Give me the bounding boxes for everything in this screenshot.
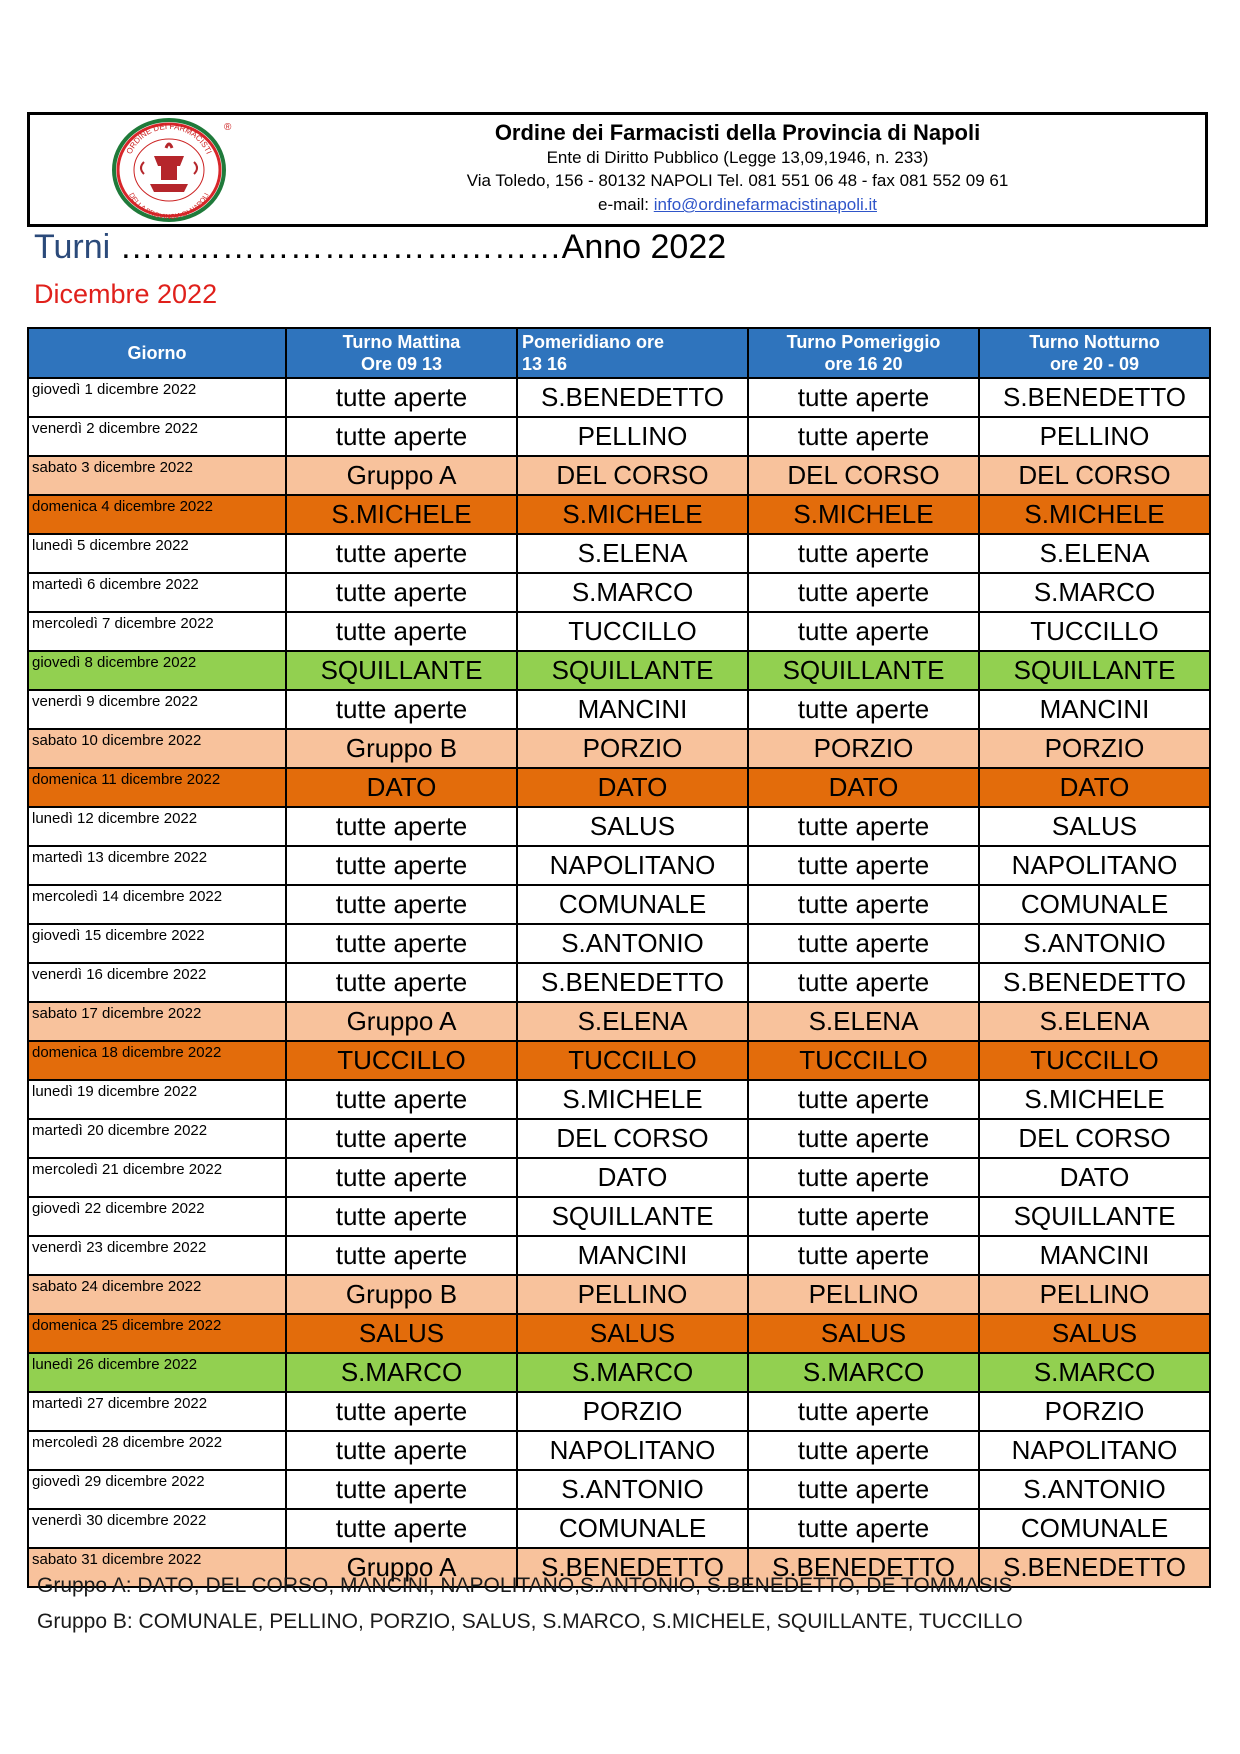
morning-shift-cell: tutte aperte: [286, 690, 517, 729]
day-cell: domenica 18 dicembre 2022: [28, 1041, 286, 1080]
morning-shift-cell: tutte aperte: [286, 963, 517, 1002]
afternoon-shift-cell: MANCINI: [517, 690, 748, 729]
afternoon-shift-cell: SQUILLANTE: [517, 1197, 748, 1236]
table-row: [28, 690, 1210, 729]
night-shift-cell: SALUS: [979, 1314, 1210, 1353]
evening-shift-cell: tutte aperte: [748, 1236, 979, 1275]
evening-shift-cell: tutte aperte: [748, 534, 979, 573]
column-header: [517, 328, 748, 378]
evening-shift-cell: S.MICHELE: [748, 495, 979, 534]
day-cell: lunedì 19 dicembre 2022: [28, 1080, 286, 1119]
day-cell: mercoledì 14 dicembre 2022: [28, 885, 286, 924]
afternoon-shift-cell: S.ANTONIO: [517, 924, 748, 963]
evening-shift-cell: tutte aperte: [748, 1431, 979, 1470]
column-header-line2: ore 20 - 09: [1049, 354, 1140, 374]
morning-shift-cell: tutte aperte: [286, 1119, 517, 1158]
column-header: [286, 328, 517, 378]
morning-shift-cell: DATO: [286, 768, 517, 807]
table-row: [28, 1353, 1210, 1392]
table-row: [28, 651, 1210, 690]
table-row: [28, 924, 1210, 963]
evening-shift-cell: tutte aperte: [748, 378, 979, 417]
evening-shift-cell: S.BENEDETTO: [748, 1548, 979, 1587]
night-shift-cell: MANCINI: [979, 1236, 1210, 1275]
afternoon-shift-cell: DEL CORSO: [517, 1119, 748, 1158]
day-cell: venerdì 30 dicembre 2022: [28, 1509, 286, 1548]
night-shift-cell: PELLINO: [979, 417, 1210, 456]
day-cell: mercoledì 7 dicembre 2022: [28, 612, 286, 651]
evening-shift-cell: tutte aperte: [748, 612, 979, 651]
morning-shift-cell: tutte aperte: [286, 1431, 517, 1470]
table-row: [28, 1002, 1210, 1041]
table-row: [28, 1119, 1210, 1158]
day-cell: giovedì 29 dicembre 2022: [28, 1470, 286, 1509]
table-row: [28, 1431, 1210, 1470]
night-shift-cell: DEL CORSO: [979, 1119, 1210, 1158]
night-shift-cell: NAPOLITANO: [979, 846, 1210, 885]
evening-shift-cell: S.MARCO: [748, 1353, 979, 1392]
afternoon-shift-cell: DATO: [517, 1158, 748, 1197]
day-cell: lunedì 12 dicembre 2022: [28, 807, 286, 846]
evening-shift-cell: tutte aperte: [748, 1158, 979, 1197]
morning-shift-cell: tutte aperte: [286, 885, 517, 924]
evening-shift-cell: tutte aperte: [748, 1509, 979, 1548]
column-header-line1: Turno Pomeriggio: [786, 332, 941, 352]
day-cell: venerdì 16 dicembre 2022: [28, 963, 286, 1002]
table-row: [28, 963, 1210, 1002]
evening-shift-cell: tutte aperte: [748, 417, 979, 456]
day-cell: martedì 13 dicembre 2022: [28, 846, 286, 885]
evening-shift-cell: tutte aperte: [748, 1197, 979, 1236]
night-shift-cell: DEL CORSO: [979, 456, 1210, 495]
evening-shift-cell: PORZIO: [748, 729, 979, 768]
table-row: [28, 729, 1210, 768]
day-cell: venerdì 9 dicembre 2022: [28, 690, 286, 729]
afternoon-shift-cell: DATO: [517, 768, 748, 807]
table-row: [28, 768, 1210, 807]
morning-shift-cell: Gruppo A: [286, 1548, 517, 1587]
morning-shift-cell: tutte aperte: [286, 1392, 517, 1431]
duty-schedule-table: [27, 327, 1211, 1588]
night-shift-cell: COMUNALE: [979, 1509, 1210, 1548]
day-cell: lunedì 5 dicembre 2022: [28, 534, 286, 573]
night-shift-cell: TUCCILLO: [979, 1041, 1210, 1080]
evening-shift-cell: TUCCILLO: [748, 1041, 979, 1080]
org-name: Ordine dei Farmacisti della Provincia di Napoli: [494, 120, 981, 145]
evening-shift-cell: tutte aperte: [748, 885, 979, 924]
morning-shift-cell: SQUILLANTE: [286, 651, 517, 690]
morning-shift-cell: Gruppo A: [286, 456, 517, 495]
night-shift-cell: S.ELENA: [979, 534, 1210, 573]
afternoon-shift-cell: S.MARCO: [517, 1353, 748, 1392]
afternoon-shift-cell: S.MICHELE: [517, 1080, 748, 1119]
evening-shift-cell: tutte aperte: [748, 690, 979, 729]
table-row: [28, 1041, 1210, 1080]
day-cell: sabato 24 dicembre 2022: [28, 1275, 286, 1314]
email-label: e-mail:: [598, 195, 650, 214]
legend-group-a: Gruppo A: DATO, DEL CORSO, MANCINI, NAPOLITANO,S.ANTONIO, S.BENEDETTO, DE TOMMASIS: [37, 1574, 1013, 1597]
column-header-line1: Turno Notturno: [1029, 332, 1160, 352]
morning-shift-cell: tutte aperte: [286, 534, 517, 573]
morning-shift-cell: Gruppo B: [286, 729, 517, 768]
table-row: [28, 1314, 1210, 1353]
order-seal-logo: [106, 118, 232, 222]
afternoon-shift-cell: PELLINO: [517, 1275, 748, 1314]
night-shift-cell: S.BENEDETTO: [979, 963, 1210, 1002]
day-cell: martedì 27 dicembre 2022: [28, 1392, 286, 1431]
afternoon-shift-cell: TUCCILLO: [517, 1041, 748, 1080]
table-row: [28, 1275, 1210, 1314]
afternoon-shift-cell: S.BENEDETTO: [517, 1548, 748, 1587]
morning-shift-cell: tutte aperte: [286, 378, 517, 417]
morning-shift-cell: tutte aperte: [286, 612, 517, 651]
morning-shift-cell: tutte aperte: [286, 1509, 517, 1548]
afternoon-shift-cell: S.BENEDETTO: [517, 378, 748, 417]
table-row: [28, 1392, 1210, 1431]
day-cell: sabato 3 dicembre 2022: [28, 456, 286, 495]
night-shift-cell: MANCINI: [979, 690, 1210, 729]
night-shift-cell: DATO: [979, 768, 1210, 807]
morning-shift-cell: Gruppo B: [286, 1275, 517, 1314]
night-shift-cell: S.MICHELE: [979, 495, 1210, 534]
month-title: Dicembre 2022: [34, 279, 218, 309]
night-shift-cell: SALUS: [979, 807, 1210, 846]
afternoon-shift-cell: NAPOLITANO: [517, 846, 748, 885]
evening-shift-cell: tutte aperte: [748, 807, 979, 846]
day-cell: martedì 20 dicembre 2022: [28, 1119, 286, 1158]
night-shift-cell: SQUILLANTE: [979, 1197, 1210, 1236]
column-header: [748, 328, 979, 378]
logo-text-top: ORDINE DEI FARMACISTI: [124, 121, 214, 156]
day-cell: giovedì 1 dicembre 2022: [28, 378, 286, 417]
column-header-line2: 13 16: [522, 354, 568, 374]
afternoon-shift-cell: S.ANTONIO: [517, 1470, 748, 1509]
afternoon-shift-cell: PELLINO: [517, 417, 748, 456]
night-shift-cell: COMUNALE: [979, 885, 1210, 924]
letterhead-box: [27, 112, 1208, 227]
afternoon-shift-cell: MANCINI: [517, 1236, 748, 1275]
night-shift-cell: DATO: [979, 1158, 1210, 1197]
evening-shift-cell: tutte aperte: [748, 1470, 979, 1509]
table-row: [28, 807, 1210, 846]
table-row: [28, 885, 1210, 924]
day-cell: domenica 11 dicembre 2022: [28, 768, 286, 807]
afternoon-shift-cell: SALUS: [517, 807, 748, 846]
page-title: [34, 228, 726, 267]
evening-shift-cell: tutte aperte: [748, 573, 979, 612]
morning-shift-cell: Gruppo A: [286, 1002, 517, 1041]
morning-shift-cell: tutte aperte: [286, 1080, 517, 1119]
night-shift-cell: PELLINO: [979, 1275, 1210, 1314]
registered-mark: ®: [224, 122, 232, 133]
logo-text-bottom: DELLA PROVINCIA DI NAPOLI: [127, 191, 211, 222]
morning-shift-cell: tutte aperte: [286, 1236, 517, 1275]
evening-shift-cell: tutte aperte: [748, 924, 979, 963]
night-shift-cell: S.MARCO: [979, 573, 1210, 612]
table-row: [28, 534, 1210, 573]
table-row: [28, 456, 1210, 495]
column-header-line1: Giorno: [127, 343, 187, 363]
afternoon-shift-cell: S.MICHELE: [517, 495, 748, 534]
evening-shift-cell: DATO: [748, 768, 979, 807]
table-header-row: [28, 328, 1210, 378]
afternoon-shift-cell: SALUS: [517, 1314, 748, 1353]
day-cell: domenica 4 dicembre 2022: [28, 495, 286, 534]
table-row: [28, 1470, 1210, 1509]
morning-shift-cell: tutte aperte: [286, 1197, 517, 1236]
afternoon-shift-cell: NAPOLITANO: [517, 1431, 748, 1470]
title-dots: …………………………………: [119, 228, 562, 266]
night-shift-cell: S.MARCO: [979, 1353, 1210, 1392]
day-cell: venerdì 2 dicembre 2022: [28, 417, 286, 456]
day-cell: venerdì 23 dicembre 2022: [28, 1236, 286, 1275]
morning-shift-cell: tutte aperte: [286, 573, 517, 612]
evening-shift-cell: PELLINO: [748, 1275, 979, 1314]
morning-shift-cell: tutte aperte: [286, 924, 517, 963]
afternoon-shift-cell: S.MARCO: [517, 573, 748, 612]
table-row: [28, 1236, 1210, 1275]
day-cell: mercoledì 21 dicembre 2022: [28, 1158, 286, 1197]
night-shift-cell: NAPOLITANO: [979, 1431, 1210, 1470]
night-shift-cell: S.MICHELE: [979, 1080, 1210, 1119]
column-header-line2: ore 16 20: [824, 354, 903, 374]
morning-shift-cell: TUCCILLO: [286, 1041, 517, 1080]
email-link[interactable]: info@ordinefarmacistinapoli.it: [653, 195, 877, 214]
morning-shift-cell: tutte aperte: [286, 846, 517, 885]
evening-shift-cell: S.ELENA: [748, 1002, 979, 1041]
day-cell: lunedì 26 dicembre 2022: [28, 1353, 286, 1392]
evening-shift-cell: DEL CORSO: [748, 456, 979, 495]
evening-shift-cell: SQUILLANTE: [748, 651, 979, 690]
night-shift-cell: S.BENEDETTO: [979, 1548, 1210, 1587]
legend-group-b: Gruppo B: COMUNALE, PELLINO, PORZIO, SALUS, S.MARCO, S.MICHELE, SQUILLANTE, TUCCILLO: [37, 1610, 1023, 1633]
table-row: [28, 612, 1210, 651]
table-body: [28, 378, 1210, 1587]
morning-shift-cell: tutte aperte: [286, 1158, 517, 1197]
evening-shift-cell: tutte aperte: [748, 1080, 979, 1119]
column-header-line1: Turno Mattina: [342, 332, 461, 352]
afternoon-shift-cell: SQUILLANTE: [517, 651, 748, 690]
night-shift-cell: PORZIO: [979, 729, 1210, 768]
column-header: [979, 328, 1210, 378]
table-row: [28, 417, 1210, 456]
evening-shift-cell: tutte aperte: [748, 1119, 979, 1158]
column-header: [28, 328, 286, 378]
night-shift-cell: TUCCILLO: [979, 612, 1210, 651]
day-cell: mercoledì 28 dicembre 2022: [28, 1431, 286, 1470]
afternoon-shift-cell: S.BENEDETTO: [517, 963, 748, 1002]
night-shift-cell: S.ANTONIO: [979, 924, 1210, 963]
afternoon-shift-cell: S.ELENA: [517, 534, 748, 573]
table-row: [28, 846, 1210, 885]
evening-shift-cell: SALUS: [748, 1314, 979, 1353]
day-cell: giovedì 15 dicembre 2022: [28, 924, 286, 963]
morning-shift-cell: tutte aperte: [286, 807, 517, 846]
afternoon-shift-cell: TUCCILLO: [517, 612, 748, 651]
column-header-line1: Pomeridiano ore: [522, 332, 665, 352]
table-row: [28, 573, 1210, 612]
org-legal-status: Ente di Diritto Pubblico (Legge 13,09,1946, n. 233): [546, 148, 929, 167]
afternoon-shift-cell: COMUNALE: [517, 885, 748, 924]
day-cell: sabato 17 dicembre 2022: [28, 1002, 286, 1041]
day-cell: giovedì 8 dicembre 2022: [28, 651, 286, 690]
column-header-line2: Ore 09 13: [360, 354, 443, 374]
title-year: Anno 2022: [561, 228, 727, 266]
day-cell: sabato 10 dicembre 2022: [28, 729, 286, 768]
morning-shift-cell: tutte aperte: [286, 417, 517, 456]
morning-shift-cell: S.MARCO: [286, 1353, 517, 1392]
afternoon-shift-cell: S.ELENA: [517, 1002, 748, 1041]
day-cell: martedì 6 dicembre 2022: [28, 573, 286, 612]
afternoon-shift-cell: DEL CORSO: [517, 456, 748, 495]
night-shift-cell: S.ELENA: [979, 1002, 1210, 1041]
night-shift-cell: SQUILLANTE: [979, 651, 1210, 690]
table-row: [28, 1197, 1210, 1236]
morning-shift-cell: tutte aperte: [286, 1470, 517, 1509]
night-shift-cell: S.BENEDETTO: [979, 378, 1210, 417]
night-shift-cell: S.ANTONIO: [979, 1470, 1210, 1509]
afternoon-shift-cell: PORZIO: [517, 729, 748, 768]
day-cell: giovedì 22 dicembre 2022: [28, 1197, 286, 1236]
evening-shift-cell: tutte aperte: [748, 963, 979, 1002]
day-cell: domenica 25 dicembre 2022: [28, 1314, 286, 1353]
afternoon-shift-cell: COMUNALE: [517, 1509, 748, 1548]
table-row: [28, 378, 1210, 417]
morning-shift-cell: S.MICHELE: [286, 495, 517, 534]
evening-shift-cell: tutte aperte: [748, 846, 979, 885]
table-row: [28, 495, 1210, 534]
org-email-line: [290, 195, 1185, 215]
table-row: [28, 1509, 1210, 1548]
afternoon-shift-cell: PORZIO: [517, 1392, 748, 1431]
title-label: Turni: [34, 228, 111, 266]
org-address: Via Toledo, 156 - 80132 NAPOLI Tel. 081 551 06 48 - fax 081 552 09 61: [466, 171, 1009, 190]
evening-shift-cell: tutte aperte: [748, 1392, 979, 1431]
table-row: [28, 1080, 1210, 1119]
night-shift-cell: PORZIO: [979, 1392, 1210, 1431]
table-row: [28, 1158, 1210, 1197]
day-cell: sabato 31 dicembre 2022: [28, 1548, 286, 1587]
morning-shift-cell: SALUS: [286, 1314, 517, 1353]
